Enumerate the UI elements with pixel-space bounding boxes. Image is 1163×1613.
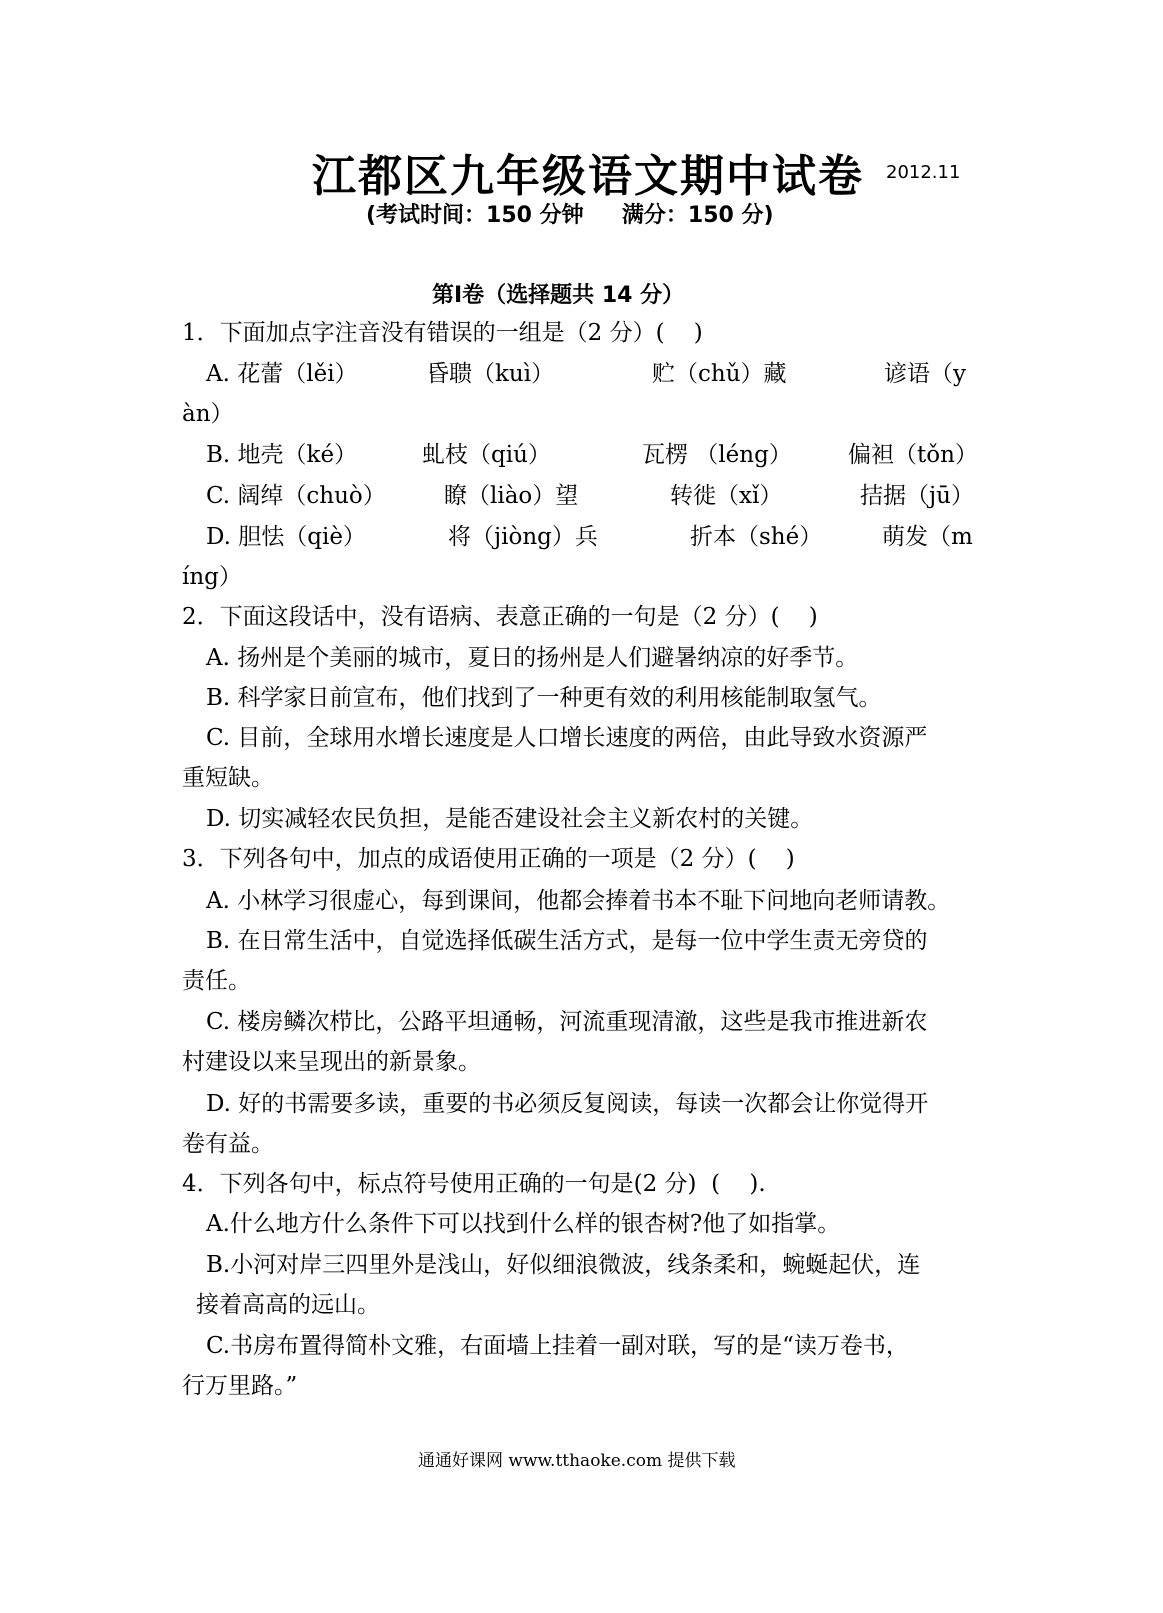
q2-option-c-line2: 重短缺。 — [182, 765, 274, 791]
q3-option-d-line1: D. 好的书需要多读，重要的书必须反复阅读，每读一次都会让你觉得开 — [206, 1091, 929, 1117]
q2-option-d: D. 切实减轻农民负担，是能否建设社会主义新农村的关键。 — [206, 806, 814, 832]
q1-option-b-2: 虬枝（qiú） — [422, 442, 551, 468]
q1-option-c-1: C. 阔绰（chuò） — [206, 483, 386, 509]
q1-option-a-1: A. 花蕾（lěi） — [206, 361, 358, 387]
q1-option-a-cont: àn） — [182, 401, 234, 427]
section-heading: 第Ⅰ卷（选择题共 14 分） — [432, 283, 685, 308]
q3-option-c-line1: C. 楼房鳞次栉比，公路平坦通畅，河流重现清澈，这些是我市推进新农 — [206, 1009, 928, 1035]
q1-option-a-2: 昏聩（kuì） — [426, 361, 555, 387]
q1-option-d-cont: íng） — [182, 564, 242, 590]
q1-option-b-4: 偏袒（tǒn） — [848, 442, 978, 468]
q1-option-d-2: 将（jiòng）兵 — [448, 524, 598, 550]
q1-option-c-4: 拮据（jū） — [860, 483, 974, 509]
exam-subtitle: (考试时间：150 分钟 满分：150 分) — [366, 203, 774, 228]
q1-option-a-3: 贮（chǔ）藏 — [652, 361, 787, 387]
q1-option-d-4: 萌发（m — [882, 524, 973, 550]
q1-stem: 1．下面加点字注音没有错误的一组是（2 分）( ) — [182, 320, 703, 346]
q1-option-b-1: B. 地壳（ké） — [206, 442, 358, 468]
q3-option-d-line2: 卷有益。 — [182, 1131, 274, 1157]
q2-option-b: B. 科学家日前宣布，他们找到了一种更有效的利用核能制取氢气。 — [206, 685, 882, 711]
exam-date: 2012.11 — [886, 162, 961, 183]
q3-option-b-line1: B. 在日常生活中，自觉选择低碳生活方式，是每一位中学生责无旁贷的 — [206, 928, 928, 954]
q4-stem: 4．下列各句中，标点符号使用正确的一句是(2 分) ( ). — [182, 1171, 766, 1197]
page-footer: 通通好课网 www.tthaoke.com 提供下载 — [418, 1451, 736, 1471]
q2-stem: 2．下面这段话中，没有语病、表意正确的一句是（2 分）( ) — [182, 604, 818, 630]
q4-option-a: A.什么地方什么条件下可以找到什么样的银杏树?他了如指掌。 — [206, 1211, 841, 1237]
q3-stem: 3．下列各句中，加点的成语使用正确的一项是（2 分）( ) — [182, 846, 795, 872]
q3-option-c-line2: 村建设以来呈现出的新景象。 — [182, 1049, 481, 1075]
q1-option-c-2: 瞭（liào）望 — [444, 483, 579, 509]
q1-option-a-4: 谚语（y — [884, 361, 966, 387]
q1-option-b-3: 瓦楞 （léng） — [642, 442, 792, 468]
q3-option-a: A. 小林学习很虚心，每到课间，他都会捧着书本不耻下问地向老师请教。 — [206, 888, 951, 914]
q1-option-d-3: 折本（shé） — [690, 524, 823, 550]
q1-option-d-1: D. 胆怯（qiè） — [206, 524, 366, 550]
q3-option-b-line2: 责任。 — [182, 968, 251, 994]
q2-option-a: A. 扬州是个美丽的城市，夏日的扬州是人们避暑纳凉的好季节。 — [206, 645, 859, 671]
q4-option-c-line1: C.书房布置得简朴文雅，右面墙上挂着一副对联，写的是“读万卷书， — [206, 1333, 909, 1359]
q2-option-c-line1: C. 目前，全球用水增长速度是人口增长速度的两倍，由此导致水资源严 — [206, 725, 928, 751]
q4-option-c-line2: 行万里路。” — [182, 1373, 298, 1399]
q1-option-c-3: 转徙（xǐ） — [670, 483, 783, 509]
exam-title: 江都区九年级语文期中试卷 — [312, 151, 864, 202]
q4-option-b-line1: B.小河对岸三四里外是浅山，好似细浪微波，线条柔和，蜿蜒起伏，连 — [206, 1252, 921, 1278]
q4-option-b-line2: 接着高高的远山。 — [196, 1292, 380, 1318]
